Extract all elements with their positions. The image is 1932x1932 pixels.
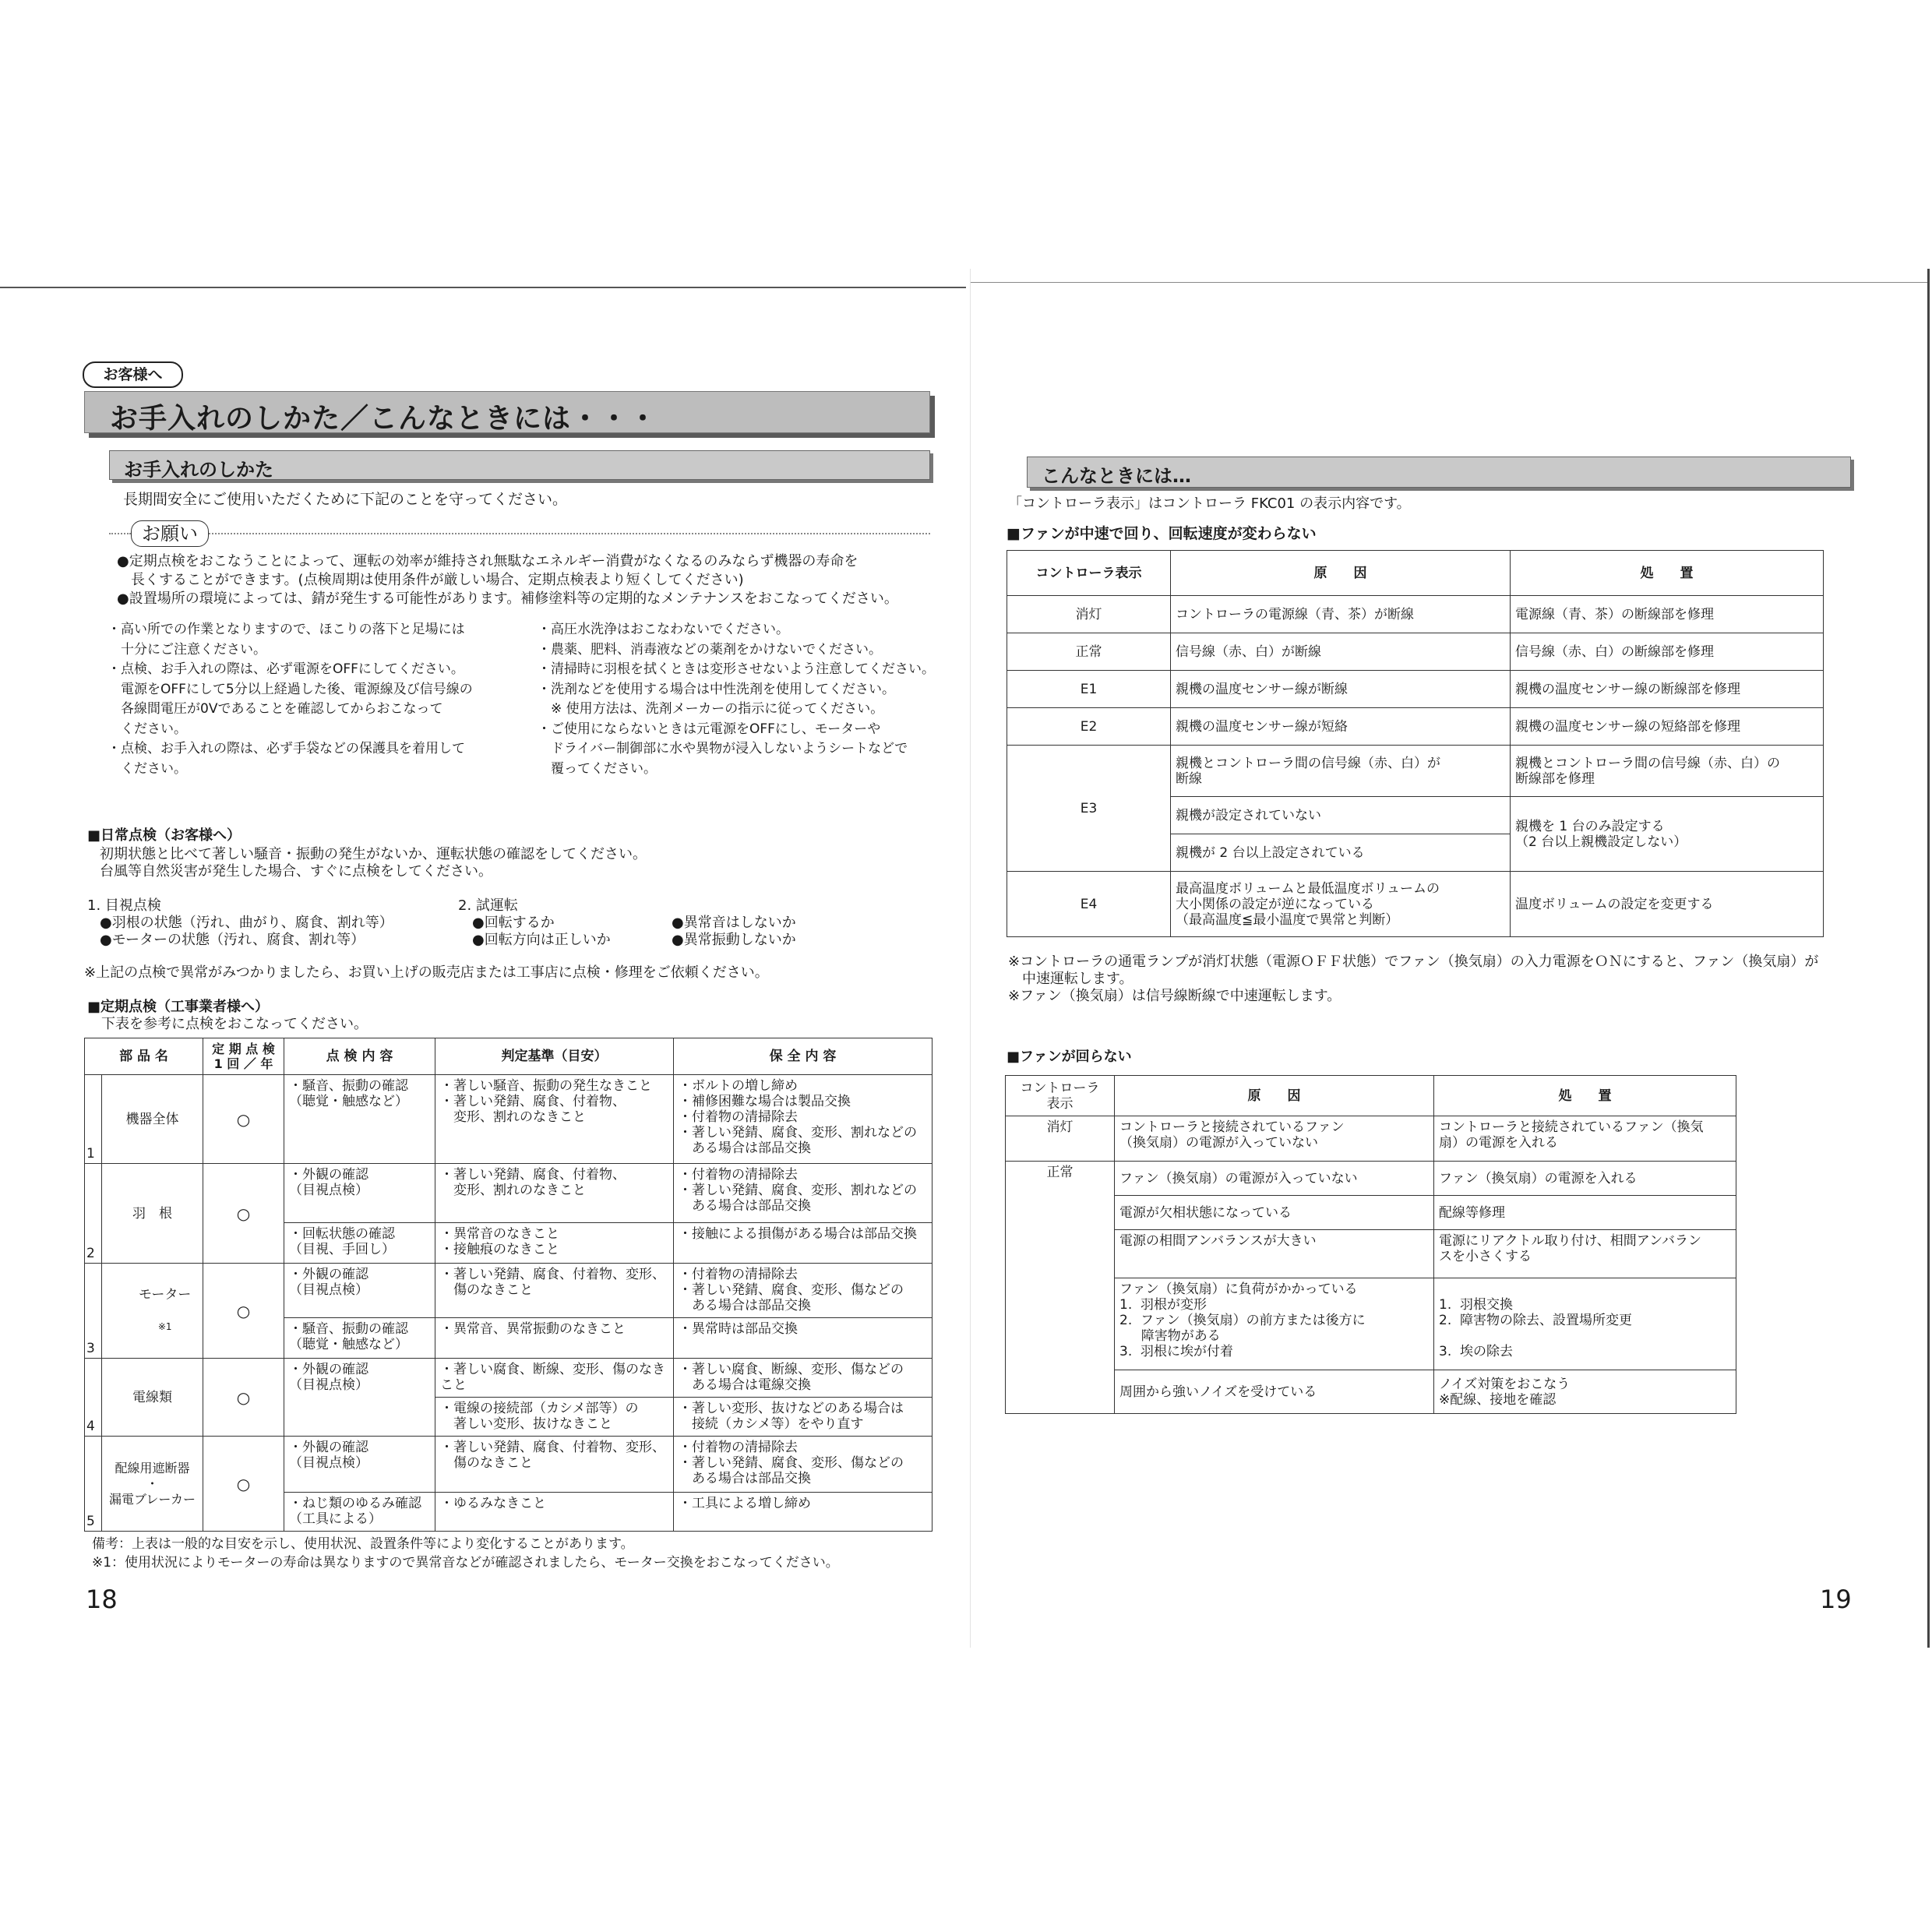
header-criteria: 判定基準（目安） xyxy=(435,1038,674,1075)
fan-not-rotating-table xyxy=(1005,1075,1736,1414)
check-content: ・騒音、振動の確認 （聴覚・触感など） xyxy=(284,1075,435,1164)
header-check: 点 検 内 容 xyxy=(284,1038,435,1075)
onegai-label: お願い xyxy=(131,520,209,547)
action: ファン（換気扇）の電源を入れる xyxy=(1434,1162,1736,1196)
cause: 電源が欠相状態になっている xyxy=(1115,1196,1434,1230)
cause: 親機とコントローラ間の信号線（赤、白）が 断線 xyxy=(1171,746,1511,797)
row-number: 1 xyxy=(85,1075,102,1164)
medium-speed-table xyxy=(1007,550,1824,937)
caution-note: 各線間電圧が0Vであることを確認してからおこなって xyxy=(108,701,443,717)
action: ・異常時は部品交換 xyxy=(674,1318,933,1359)
display-value: 消灯 xyxy=(1006,1116,1115,1162)
criteria: ・異常音、異常振動のなきこと xyxy=(435,1318,674,1359)
action: ・付着物の清掃除去 ・著しい発錆、腐食、変形、傷などの ある場合は部品交換 xyxy=(674,1437,933,1493)
table-row xyxy=(85,1359,933,1398)
caution-note: ※ 使用方法は、洗剤メーカーの指示に従ってください。 xyxy=(538,701,884,717)
check-content: ・外観の確認 （目視点検） xyxy=(284,1437,435,1493)
display-value: E2 xyxy=(1007,708,1171,746)
periodic-check-table xyxy=(84,1038,933,1532)
header-display: コントローラ表示 xyxy=(1007,551,1171,596)
table-row xyxy=(1007,633,1824,671)
display-value: E4 xyxy=(1007,872,1171,937)
daily-check-heading: ■日常点検（お客様へ） xyxy=(87,827,242,844)
criteria: ・著しい発錆、腐食、付着物、 変形、割れのなきこと xyxy=(435,1164,674,1223)
cause: コントローラの電源線（青、茶）が断線 xyxy=(1171,596,1511,633)
header-part: 部 品 名 xyxy=(85,1038,203,1075)
check-content: ・ねじ類のゆるみ確認 （工具による） xyxy=(284,1493,435,1532)
check-content: ・外観の確認 （目視点検） xyxy=(284,1164,435,1223)
table-footnote: ※1：使用状況によりモーターの寿命は異なりますので異常音などが確認されましたら、モーター交換をおこなってください。 xyxy=(92,1555,839,1571)
cause: 電源の相間アンバランスが大きい xyxy=(1115,1230,1434,1278)
action: 親機の温度センサー線の断線部を修理 xyxy=(1511,671,1824,708)
table-row xyxy=(1006,1116,1736,1162)
cause: 親機の温度センサー線が短絡 xyxy=(1171,708,1511,746)
page-number-right: 19 xyxy=(1820,1585,1852,1614)
table-header-row xyxy=(85,1038,933,1075)
request-bullet-1: ●定期点検をおこなうことによって、運転の効率が維持され無駄なエネルギー消費がなくなるのみならず機器の寿命を xyxy=(117,553,858,569)
part-name: 羽 根 xyxy=(102,1164,203,1264)
trial-run-item: ●異常振動しないか xyxy=(672,932,796,948)
table1-note: ※コントローラの通電ランプが消灯状態（電源ＯＦＦ状態）でファン（換気扇）の入力電源をＯＮにすると、ファン（換気扇）が xyxy=(1008,954,1819,970)
table-row xyxy=(1007,596,1824,633)
cause: 親機が設定されていない xyxy=(1171,797,1511,834)
action: 温度ボリュームの設定を変更する xyxy=(1511,872,1824,937)
table-remark: 備考：上表は一般的な目安を示し、使用状況、設置条件等により変化することがあります。 xyxy=(92,1536,634,1552)
part-name: 機器全体 xyxy=(102,1075,203,1164)
table-row xyxy=(1007,671,1824,708)
table2-heading: ■ファンが回らない xyxy=(1007,1049,1132,1065)
action: 1. 羽根交換 2. 障害物の除去、設置場所変更 3. 埃の除去 xyxy=(1434,1278,1736,1370)
table1-note2: ※ファン（換気扇）は信号線断線で中速運転します。 xyxy=(1008,988,1341,1004)
header-cause: 原 因 xyxy=(1115,1076,1434,1116)
onegai-rule-right xyxy=(209,533,930,534)
action: 電源にリアクトル取り付け、相間アンバラン スを小さくする xyxy=(1434,1230,1736,1278)
check-content: ・騒音、振動の確認 （聴覚・触感など） xyxy=(284,1318,435,1359)
cause: ファン（換気扇）の電源が入っていない xyxy=(1115,1162,1434,1196)
display-value: 消灯 xyxy=(1007,596,1171,633)
caution-note: ・ご使用にならないときは元電源をOFFにし、モーターや xyxy=(538,721,881,737)
criteria: ・著しい発錆、腐食、付着物、変形、 傷のなきこと xyxy=(435,1264,674,1318)
part-name: 電線類 xyxy=(102,1359,203,1437)
action: ・接触による損傷がある場合は部品交換 xyxy=(674,1223,933,1264)
row-number: 5 xyxy=(85,1437,102,1532)
table-row xyxy=(1006,1370,1736,1414)
page-top-edge-right xyxy=(970,282,1928,283)
interval-mark: ○ xyxy=(203,1264,284,1359)
table-row xyxy=(85,1164,933,1223)
part-name: 配線用遮断器 ・ 漏電ブレーカー xyxy=(102,1437,203,1532)
table1-note-cont: 中速運転します。 xyxy=(1008,971,1133,987)
criteria: ・電線の接続部（カシメ部等）の 著しい変形、抜けなきこと xyxy=(435,1398,674,1437)
cause: 親機の温度センサー線が断線 xyxy=(1171,671,1511,708)
onegai-rule-left xyxy=(109,533,131,534)
check-content: ・外観の確認 （目視点検） xyxy=(284,1359,435,1437)
criteria: ・ゆるみなきこと xyxy=(435,1493,674,1532)
table-row xyxy=(1006,1230,1736,1278)
caution-note: ドライバー制御部に水や異物が浸入しないようシートなどで xyxy=(538,741,908,756)
book-spine xyxy=(970,269,971,1648)
section-title-bar xyxy=(109,450,930,480)
caution-note: ・農薬、肥料、消毒液などの薬剤をかけないでください。 xyxy=(538,641,882,658)
table-row xyxy=(1007,872,1824,937)
criteria: ・著しい発錆、腐食、付着物、変形、 傷のなきこと xyxy=(435,1437,674,1493)
table1-heading: ■ファンが中速で回り、回転速度が変わらない xyxy=(1007,525,1317,542)
caution-note: ・高圧水洗浄はおこなわないでください。 xyxy=(538,622,789,637)
display-value: E1 xyxy=(1007,671,1171,708)
daily-check-line1: 初期状態と比べて著しい騒音・振動の発生がないか、運転状態の確認をしてください。 xyxy=(100,846,647,862)
criteria: ・著しい騒音、振動の発生なきこと ・著しい発錆、腐食、付着物、 変形、割れのなきこと xyxy=(435,1075,674,1164)
caution-notes-right xyxy=(538,620,935,779)
trial-run-item: ●回転するか xyxy=(472,915,555,931)
table-header-row xyxy=(1006,1076,1736,1116)
troubleshoot-title-bar xyxy=(1027,457,1851,488)
header-display: コントローラ 表示 xyxy=(1006,1076,1115,1116)
action: 信号線（赤、白）の断線部を修理 xyxy=(1511,633,1824,671)
cause: 信号線（赤、白）が断線 xyxy=(1171,633,1511,671)
table-row xyxy=(85,1437,933,1493)
interval-mark: ○ xyxy=(203,1164,284,1264)
action: ・著しい変形、抜けなどのある場合は 接続（カシメ等）をやり直す xyxy=(674,1398,933,1437)
action: ・付着物の清掃除去 ・著しい発錆、腐食、変形、傷などの ある場合は部品交換 xyxy=(674,1264,933,1318)
caution-note: ください。 xyxy=(108,760,187,777)
caution-note: 電源をOFFにして5分以上経過した後、電源線及び信号線の xyxy=(108,681,473,697)
table-row xyxy=(1006,1162,1736,1196)
cause: 親機が 2 台以上設定されている xyxy=(1171,834,1511,872)
page-number-left: 18 xyxy=(86,1585,118,1614)
action: 電源線（青、茶）の断線部を修理 xyxy=(1511,596,1824,633)
action: ・付着物の清掃除去 ・著しい発錆、腐食、変形、割れなどの ある場合は部品交換 xyxy=(674,1164,933,1223)
caution-note: ください。 xyxy=(108,721,187,737)
controller-note: 「コントローラ表示」はコントローラ FKC01 の表示内容です。 xyxy=(1008,495,1411,512)
troubleshoot-title: こんなときには… xyxy=(1042,465,1191,487)
table-row xyxy=(1007,746,1824,797)
daily-check-line2: 台風等自然災害が発生した場合、すぐに点検をしてください。 xyxy=(100,863,492,880)
caution-note: ・点検、お手入れの際は、必ず手袋などの保護具を着用して xyxy=(108,741,465,756)
action: コントローラと接続されているファン（換気 扇）の電源を入れる xyxy=(1434,1116,1736,1162)
row-number: 3 xyxy=(85,1264,102,1359)
request-bullet-1b: 長くすることができます。(点検周期は使用条件が厳しい場合、定期点検表より短くしてください) xyxy=(117,572,744,588)
daily-check-note: ※上記の点検で異常がみつかりましたら、お買い上げの販売店または工事店に点検・修理をご依頼ください。 xyxy=(84,964,769,981)
interval-mark: ○ xyxy=(203,1359,284,1437)
table-row xyxy=(1006,1196,1736,1230)
action: 配線等修理 xyxy=(1434,1196,1736,1230)
check-content: ・回転状態の確認 （目視、手回し） xyxy=(284,1223,435,1264)
customer-tag: お客様へ xyxy=(83,361,183,388)
action: ・著しい腐食、断線、変形、傷などの ある場合は電線交換 xyxy=(674,1359,933,1398)
part-name-cell xyxy=(102,1264,203,1359)
check-content: ・外観の確認 （目視点検） xyxy=(284,1264,435,1318)
caution-notes-left xyxy=(108,620,473,779)
table-row xyxy=(85,1075,933,1164)
header-interval: 定 期 点 検 1 回 ／ 年 xyxy=(203,1038,284,1075)
caution-note: ・点検、お手入れの際は、必ず電源をOFFにしてください。 xyxy=(108,661,464,677)
page-top-edge-left xyxy=(0,287,966,288)
periodic-check-sub: 下表を参考に点検をおこなってください。 xyxy=(101,1016,368,1032)
caution-note: ・洗剤などを使用する場合は中性洗剤を使用してください。 xyxy=(538,681,895,697)
visual-check-item: ●羽根の状態（汚れ、曲がり、腐食、割れ等） xyxy=(100,915,393,931)
trial-run-item: ●回転方向は正しいか xyxy=(472,932,611,948)
periodic-check-heading: ■定期点検（工事業者様へ） xyxy=(87,999,270,1015)
row-number: 4 xyxy=(85,1359,102,1437)
trial-run-title: 2. 試運転 xyxy=(458,897,518,914)
action: 親機の温度センサー線の短絡部を修理 xyxy=(1511,708,1824,746)
caution-note: 十分にご注意ください。 xyxy=(108,641,266,658)
caution-note: ・高い所での作業となりますので、ほこりの落下と足場には xyxy=(108,622,465,637)
row-number: 2 xyxy=(85,1164,102,1264)
page-title: お手入れのしかた／こんなときには・・・ xyxy=(110,403,658,435)
trial-run-item: ●異常音はしないか xyxy=(672,915,796,931)
action: 親機を 1 台のみ設定する （2 台以上親機設定しない） xyxy=(1511,797,1824,872)
part-note: ※1 xyxy=(157,1321,172,1332)
header-cause: 原 因 xyxy=(1171,551,1511,596)
caution-note: ・清掃時に羽根を拭くときは変形させないよう注意してください。 xyxy=(538,661,935,677)
part-name: モーター xyxy=(139,1287,192,1303)
intro-text: 長期間安全にご使用いただくために下記のことを守ってください。 xyxy=(123,491,568,508)
criteria: ・著しい腐食、断線、変形、傷のなき こと xyxy=(435,1359,674,1398)
interval-mark: ○ xyxy=(203,1075,284,1164)
display-value: E3 xyxy=(1007,746,1171,872)
cause: コントローラと接続されているファン （換気扇）の電源が入っていない xyxy=(1115,1116,1434,1162)
visual-check-item: ●モーターの状態（汚れ、腐食、割れ等） xyxy=(100,932,365,948)
page-right-edge xyxy=(1927,269,1930,1648)
action: ノイズ対策をおこなう ※配線、接地を確認 xyxy=(1434,1370,1736,1414)
table-header-row xyxy=(1007,551,1824,596)
action: 親機とコントローラ間の信号線（赤、白）の 断線部を修理 xyxy=(1511,746,1824,797)
visual-check-title: 1. 目視点検 xyxy=(87,897,161,914)
cause: 最高温度ボリュームと最低温度ボリュームの 大小関係の設定が逆になっている （最高温度≦最小温度で異常と判断） xyxy=(1171,872,1511,937)
cause: ファン（換気扇）に負荷がかかっている 1. 羽根が変形 2. ファン（換気扇）の前方または後方に 障害物がある 3. 羽根に埃が付着 xyxy=(1115,1278,1434,1370)
header-action: 保 全 内 容 xyxy=(674,1038,933,1075)
criteria: ・異常音のなきこと ・接触痕のなきこと xyxy=(435,1223,674,1264)
display-value: 正常 xyxy=(1007,633,1171,671)
table-row xyxy=(85,1264,933,1318)
action: ・工具による増し締め xyxy=(674,1493,933,1532)
interval-mark: ○ xyxy=(203,1437,284,1532)
header-action: 処 置 xyxy=(1511,551,1824,596)
page-title-bar xyxy=(84,391,930,433)
table-row xyxy=(1006,1278,1736,1370)
section-title: お手入れのしかた xyxy=(124,459,273,481)
display-value: 正常 xyxy=(1006,1162,1115,1414)
action: ・ボルトの増し締め ・補修困難な場合は製品交換 ・付着物の清掃除去 ・著しい発錆、腐食、変形、割れなどの ある場合は部品交換 xyxy=(674,1075,933,1164)
table-row xyxy=(1007,708,1824,746)
header-action: 処 置 xyxy=(1434,1076,1736,1116)
request-bullet-2: ●設置場所の環境によっては、錆が発生する可能性があります。補修塗料等の定期的なメンテナンスをおこなってください。 xyxy=(117,591,898,607)
caution-note: 覆ってください。 xyxy=(538,760,657,777)
cause: 周囲から強いノイズを受けている xyxy=(1115,1370,1434,1414)
